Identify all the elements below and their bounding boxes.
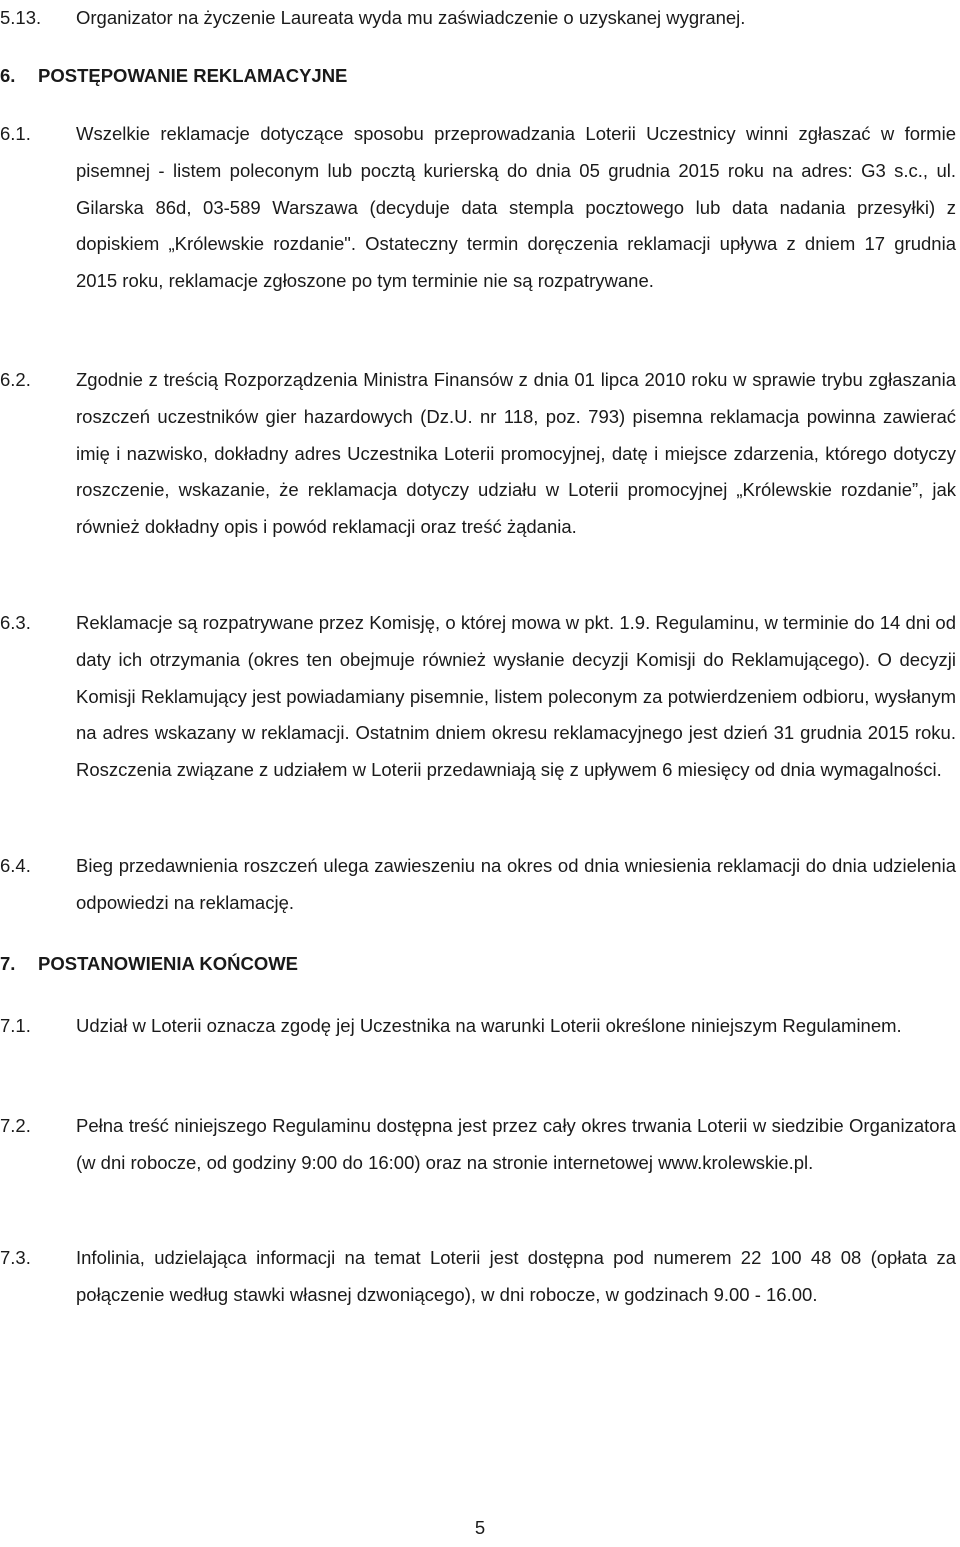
paragraph-number: 6.3. <box>0 612 31 633</box>
paragraph-number: 7.3. <box>0 1247 31 1268</box>
paragraph-text: Wszelkie reklamacje dotyczące sposobu przeprowadzania Loterii Uczestnicy winni zgłaszać w formie pisemnej - listem poleconym lub pocztą kurierską do dnia 05 grudnia 2015 roku na adres: G3 s.c., ul. Gilarska 86d, 03-589 Warszawa (decyduje data stempla pocztowego lub data nadania przesyłki) z dopiskiem „Królewskie rozdanie". Ostateczny termin doręczenia reklamacji upływa z dniem 17 grudnia 2015 roku, reklamacje zgłoszone po tym terminie nie są rozpatrywane. <box>76 123 956 292</box>
paragraph-text: Bieg przedawnienia roszczeń ulega zawieszeniu na okres od dnia wniesienia reklamacji do dnia udzielenia odpowiedzi na reklamację. <box>76 855 956 913</box>
section-title: POSTĘPOWANIE REKLAMACYJNE <box>38 65 348 86</box>
paragraph-text: Udział w Loterii oznacza zgodę jej Uczestnika na warunki Loterii określone niniejszym Regulaminem. <box>76 1015 902 1036</box>
paragraph-number: 6.1. <box>0 123 31 144</box>
section-number: 6. <box>0 65 16 86</box>
paragraph-number: 6.2. <box>0 369 31 390</box>
section-number: 7. <box>0 953 16 974</box>
paragraph-number: 7.1. <box>0 1015 31 1036</box>
paragraph-text: Pełna treść niniejszego Regulaminu dostępna jest przez cały okres trwania Loterii w siedzibie Organizatora (w dni robocze, od godziny 9:00 do 16:00) oraz na stronie internetowej www.krolewskie.pl. <box>76 1115 956 1173</box>
paragraph-text: Organizator na życzenie Laureata wyda mu zaświadczenie o uzyskanej wygranej. <box>76 7 746 28</box>
section-title: POSTANOWIENIA KOŃCOWE <box>38 953 299 974</box>
paragraph-text: Zgodnie z treścią Rozporządzenia Ministra Finansów z dnia 01 lipca 2010 roku w sprawie trybu zgłaszania roszczeń uczestników gier hazardowych (Dz.U. nr 118, poz. 793) pisemna reklamacja powinna zawierać imię i nazwisko, dokładny adres Uczestnika Loterii promocyjnej, datę i miejsce zdarzenia, którego dotyczy roszczenie, wskazanie, że reklamacja dotyczy udziału w Loterii promocyjnej „Królewskie rozdanie”, jak również dokładny opis i powód reklamacji oraz treść żądania. <box>76 369 956 538</box>
page-number: 5 <box>474 1517 486 1538</box>
paragraph-number: 6.4. <box>0 855 31 876</box>
paragraph-number: 5.13. <box>0 7 42 28</box>
paragraph-text: Reklamacje są rozpatrywane przez Komisję, o której mowa w pkt. 1.9. Regulaminu, w terminie do 14 dni od daty ich otrzymania (okres ten obejmuje również wysłanie decyzji Komisji do Reklamującego). O decyzji Komisji Reklamujący jest powiadamiany pisemnie, listem poleconym za potwierdzeniem odbioru, wysłanym na adres wskazany w reklamacji. Ostatnim dniem okresu reklamacyjnego jest dzień 31 grudnia 2015 roku. Roszczenia związane z udziałem w Loterii przedawniają się z upływem 6 miesięcy od dnia wymagalności. <box>76 612 956 781</box>
paragraph-text: Infolinia, udzielająca informacji na temat Loterii jest dostępna pod numerem 22 100 48 08 (opłata za połączenie według stawki własnej dzwoniącego), w dni robocze, w godzinach 9.00 - 16.00. <box>76 1247 956 1305</box>
paragraph-number: 7.2. <box>0 1115 31 1136</box>
